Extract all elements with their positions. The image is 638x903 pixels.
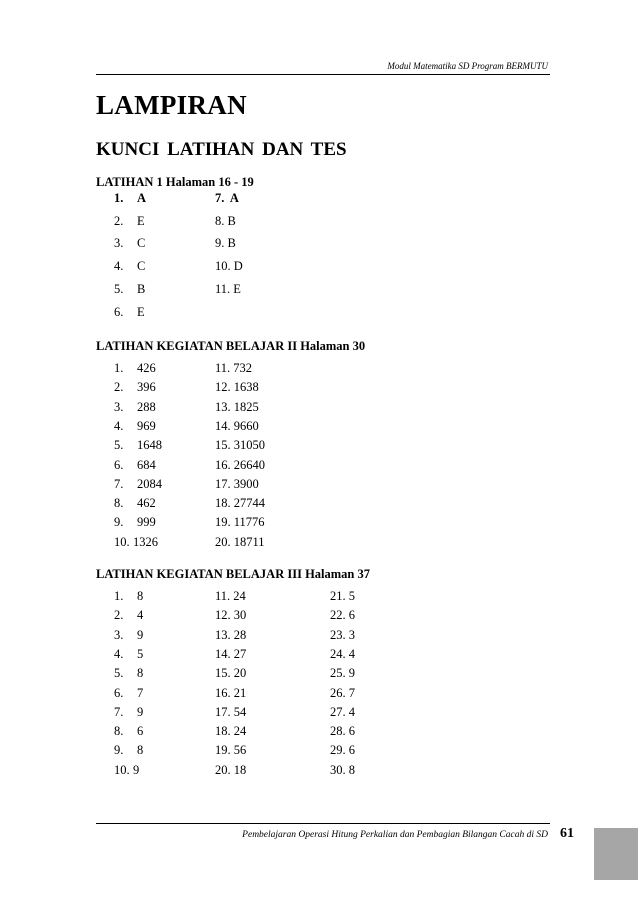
answer-item: 11. 24: [215, 589, 246, 603]
answer-item: 14. 9660: [215, 418, 259, 433]
answer-number: 4.: [114, 418, 124, 433]
answer-item: 9. B: [215, 236, 236, 251]
answer-value: 8: [137, 743, 144, 758]
answer-item: 24. 4: [330, 646, 355, 661]
answer-value: 999: [137, 515, 156, 530]
answer-value: 1648: [137, 438, 162, 453]
section3-heading: LATIHAN KEGIATAN BELAJAR III Halaman 37: [96, 567, 370, 581]
answer-item: 12. 1638: [215, 380, 259, 395]
answer-number: 1.: [114, 361, 124, 375]
answer-number: 4.: [114, 646, 124, 661]
answer-item: 23. 3: [330, 627, 355, 642]
section2-heading: LATIHAN KEGIATAN BELAJAR II Halaman 30: [96, 339, 366, 353]
answer-number: 7.: [114, 704, 124, 719]
answer-number: 5.: [114, 281, 124, 296]
answer-value: 9: [133, 762, 140, 777]
answer-item: 29. 6: [330, 743, 355, 758]
answer-value: 684: [137, 457, 156, 472]
answer-item: 16. 21: [215, 685, 247, 700]
answer-number: 2.: [114, 608, 124, 623]
answer-item: 19. 56: [215, 743, 247, 758]
answer-item: 18. 24: [215, 724, 247, 739]
answer-value: 969: [137, 418, 156, 433]
answer-number: 6.: [114, 685, 124, 700]
answer-number: 10.: [114, 762, 130, 777]
answer-item: 20. 18711: [215, 534, 265, 549]
answer-number: 8.: [114, 724, 124, 739]
answer-item: 20. 18: [215, 762, 247, 777]
page-number: 61: [560, 826, 574, 841]
answer-value: 8: [137, 589, 144, 603]
answer-number: 6.: [114, 304, 124, 319]
answer-number: 6.: [114, 457, 124, 472]
answer-item: 12. 30: [215, 608, 247, 623]
answer-item: 11. E: [215, 281, 241, 296]
answer-number: 5.: [114, 666, 124, 681]
answer-item: 19. 11776: [215, 515, 265, 530]
answer-number: 9.: [114, 515, 124, 530]
answer-item: 30. 8: [330, 762, 355, 777]
answer-item: 27. 4: [330, 704, 355, 719]
answer-number: 1.: [114, 589, 124, 603]
answer-item: 8. B: [215, 213, 236, 228]
answer-item: 13. 1825: [215, 399, 259, 414]
answer-value: 5: [137, 646, 144, 661]
answer-item: 11. 732: [215, 361, 253, 375]
answer-value: 1326: [133, 534, 158, 549]
answer-number: 5.: [114, 438, 124, 453]
answer-value: 6: [137, 724, 144, 739]
answer-value: 462: [137, 496, 156, 511]
answer-number: 2.: [114, 213, 124, 228]
page-tab-marker: [594, 828, 638, 880]
answer-value: E: [137, 213, 145, 228]
answer-item: 15. 31050: [215, 438, 265, 453]
answer-number: 2.: [114, 380, 124, 395]
answer-value: E: [137, 304, 145, 319]
answer-value: 426: [137, 361, 156, 375]
answer-value: 9: [137, 704, 144, 719]
answer-item: 25. 9: [330, 666, 355, 681]
header-rule: [96, 74, 550, 75]
answer-item: 10. D: [215, 259, 243, 274]
answer-item: 15. 20: [215, 666, 247, 681]
answer-value: B: [137, 281, 146, 296]
page-title: LAMPIRAN: [96, 90, 247, 120]
answer-number: 3.: [114, 236, 124, 251]
answer-number: 10.: [114, 534, 130, 549]
answer-value: 8: [137, 666, 144, 681]
answer-number: 7.: [114, 476, 124, 491]
answer-value: C: [137, 236, 146, 251]
answer-number: 9.: [114, 743, 124, 758]
answer-item: 21. 5: [330, 589, 355, 603]
section1-heading: LATIHAN 1 Halaman 16 - 19: [96, 175, 254, 189]
answer-value: 2084: [137, 476, 162, 491]
answer-item: 17. 3900: [215, 476, 259, 491]
answer-item: 7. A: [215, 191, 239, 205]
answer-number: 3.: [114, 627, 124, 642]
answer-number: 3.: [114, 399, 124, 414]
answer-number: 8.: [114, 496, 124, 511]
answer-value: C: [137, 259, 146, 274]
answer-item: 22. 6: [330, 608, 355, 623]
answer-item: 18. 27744: [215, 496, 265, 511]
footer-rule: [96, 823, 550, 824]
running-header: Modul Matematika SD Program BERMUTU: [387, 61, 548, 71]
answer-number: 4.: [114, 259, 124, 274]
page-subtitle: KUNCI LATIHAN DAN TES: [96, 139, 347, 160]
answer-item: 13. 28: [215, 627, 247, 642]
answer-value: 9: [137, 627, 144, 642]
answer-value: 4: [137, 608, 144, 623]
answer-number: 1.: [114, 191, 124, 205]
answer-item: 28. 6: [330, 724, 355, 739]
answer-value: A: [137, 191, 147, 205]
answer-value: 396: [137, 380, 156, 395]
answer-value: 7: [137, 685, 144, 700]
answer-item: 26. 7: [330, 685, 355, 700]
answer-value: 288: [137, 399, 156, 414]
answer-item: 17. 54: [215, 704, 247, 719]
running-footer: Pembelajaran Operasi Hitung Perkalian dan Pembagian Bilangan Cacah di SD: [242, 830, 548, 840]
answer-item: 16. 26640: [215, 457, 265, 472]
answer-item: 14. 27: [215, 646, 247, 661]
